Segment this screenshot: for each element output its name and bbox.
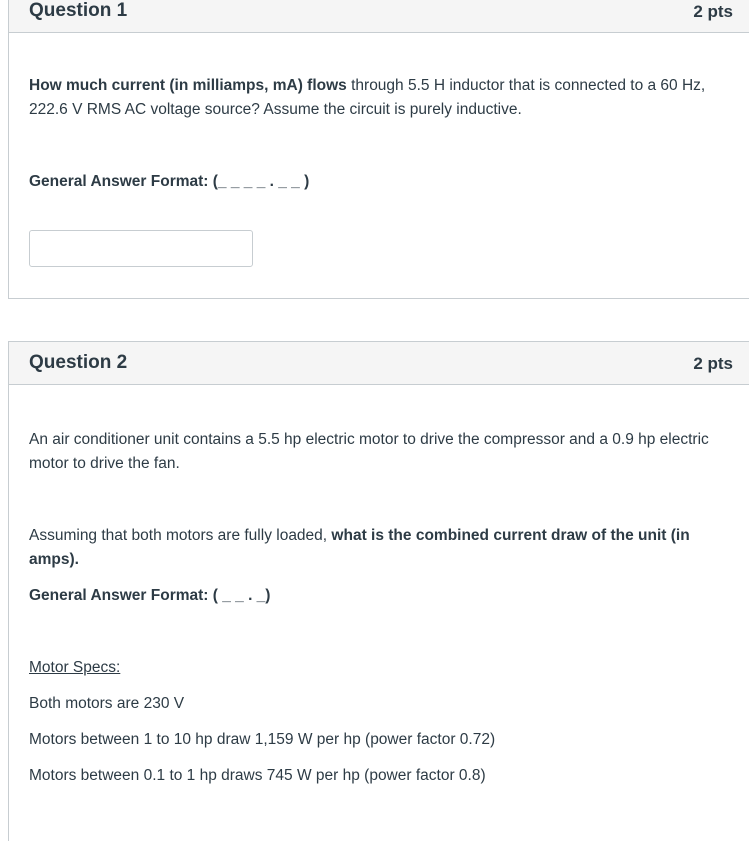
question-2-assumption-plain: Assuming that both motors are fully loaded, [29,527,332,544]
motor-spec-large: Motors between 1 to 10 hp draw 1,159 W per hp (power factor 0.72) [29,731,496,748]
question-1-prompt [29,74,729,122]
question-1-answer-format: General Answer Format: (_ _ _ _ . _ _ ) [29,173,310,190]
question-2-assumption-bold: what is the combined current draw of the unit (in amps). [29,527,690,568]
question-1-card [8,0,749,299]
question-2-answer-format: General Answer Format: ( _ _ . _) [29,587,271,604]
question-2-card [8,341,749,841]
motor-spec-small: Motors between 0.1 to 1 hp draws 745 W per hp (power factor 0.8) [29,767,486,784]
question-1-title: Question 1 [29,0,128,21]
question-1-prompt-rest: through 5.5 H inductor that is connected to a 60 Hz, 222.6 V RMS AC voltage source? Assume the circuit is purely inductive. [29,77,706,118]
question-2-assumption [29,524,729,572]
question-2-title: Question 2 [29,352,128,373]
question-2-header [9,341,749,385]
question-2-points: 2 pts [693,354,733,373]
question-1-prompt-bold: How much current (in milliamps, mA) flows [29,77,347,94]
question-1-points: 2 pts [693,2,733,21]
question-2-intro: An air conditioner unit contains a 5.5 hp electric motor to drive the compressor and a 0.9 hp electric motor to drive the fan. [29,431,709,472]
motor-specs-heading: Motor Specs: [29,659,121,676]
motor-spec-voltage: Both motors are 230 V [29,695,185,712]
question-1-answer-input[interactable] [29,230,253,267]
question-1-header [9,0,749,33]
